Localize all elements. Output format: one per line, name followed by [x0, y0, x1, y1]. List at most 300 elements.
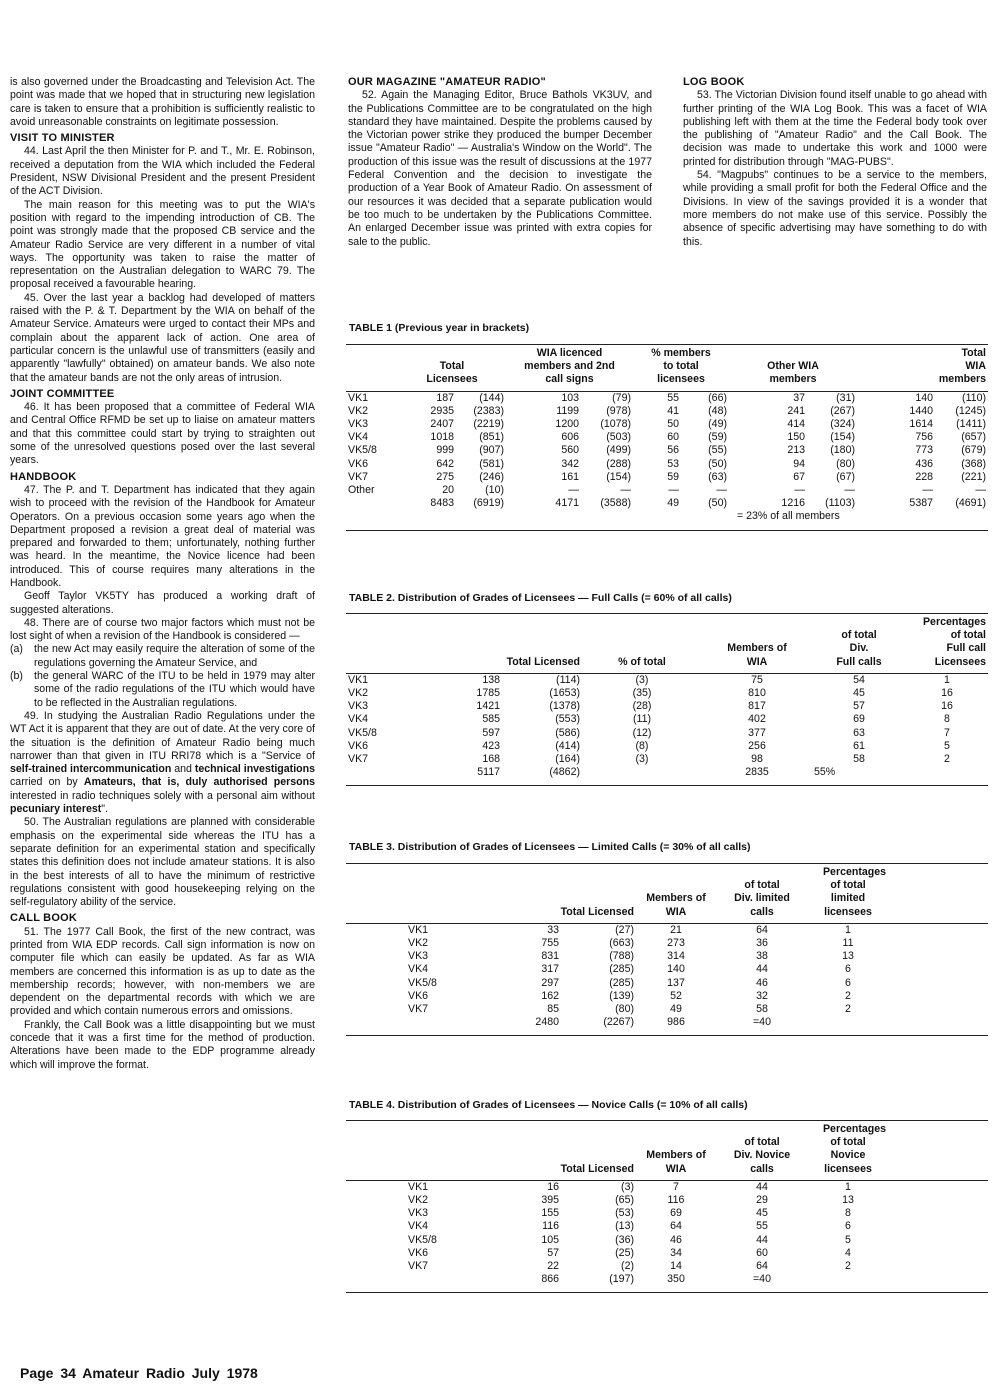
table-cell: 1200: [555, 418, 579, 431]
table-cell: 56: [667, 444, 679, 457]
header-cell: [812, 629, 906, 673]
group-header: Percentages: [922, 616, 986, 628]
table-cell: 585: [482, 713, 500, 726]
table-cell: 155: [541, 1207, 559, 1220]
table-cell: 36: [756, 937, 768, 950]
table-note-row: [346, 510, 988, 523]
column-1: [10, 76, 315, 1072]
column-header: Members of WIA: [727, 642, 787, 668]
table-cell: (4691): [955, 497, 986, 510]
header-cell: [808, 1136, 888, 1180]
table-cell: (63): [708, 470, 727, 483]
table-cell: 29: [756, 1194, 768, 1207]
table-cell: [888, 990, 988, 1003]
table-cell: 38: [756, 950, 768, 963]
table-cell: 54: [853, 673, 865, 686]
table-cell: —: [716, 484, 727, 497]
table-cell: (788): [609, 950, 634, 963]
table-cell: —: [620, 484, 631, 497]
table-bottom-rule: [346, 1035, 988, 1036]
table-row: [346, 937, 988, 950]
header-cell: [808, 879, 888, 923]
table-cell: (1103): [825, 497, 855, 510]
table-cell: 2: [845, 1003, 851, 1016]
page-footer: Page 34 Amateur Radio July 1978: [20, 1365, 258, 1381]
table-cell: 402: [748, 713, 766, 726]
table-cell: 5117: [477, 766, 500, 779]
table-cell: VK4: [408, 1220, 429, 1233]
paragraph: 51. The 1977 Call Book, the first of the new contract, was printed from WIA EDP records. Call sign information is now on computer file which can easily be updated. As far as WIA members are concerned this information is as up to date as the membership records; however, with non-members we are dependent on the departmental records with which we are provided and which contain numerous errors and omissions.: [10, 925, 315, 1018]
header-cell: [506, 345, 633, 392]
table-cell: (288): [606, 457, 631, 470]
table-row: [346, 990, 988, 1003]
paragraph: Frankly, the Call Book was a little disappointing but we must concede that it was a first time for the method of production. Alterations have been made to the EDP programme already which will improve the format.: [10, 1018, 315, 1071]
table-cell: VK4: [348, 713, 369, 726]
table-cell: 116: [667, 1194, 685, 1207]
table-cell: 16: [941, 687, 953, 700]
list-item: [10, 670, 315, 710]
column-header: % members to total licensees: [651, 347, 711, 386]
column-header: of total limited licensees: [824, 879, 872, 918]
table-row: [346, 753, 988, 766]
table-cell: 436: [915, 457, 933, 470]
table-cell: 94: [793, 457, 805, 470]
group-header: Percentages: [822, 1123, 886, 1135]
table-cell: 58: [853, 753, 865, 766]
table-cell: 1785: [476, 687, 500, 700]
table-cell: 423: [482, 739, 500, 752]
table-row: [346, 1180, 988, 1194]
table-cell: 606: [561, 431, 579, 444]
table-cell: VK6: [408, 989, 429, 1002]
table-cell: 20: [442, 484, 454, 497]
table-row: [346, 1234, 988, 1247]
table-cell: [888, 963, 988, 976]
table-cell: (10): [485, 484, 504, 497]
column-2: [348, 76, 652, 249]
table-cell: 317: [541, 963, 559, 976]
list-item: [10, 643, 315, 670]
table-cell: 8: [845, 1207, 851, 1220]
table-cell: 34: [670, 1246, 682, 1259]
table-cell: 1: [944, 673, 950, 686]
table-row: [346, 1247, 988, 1260]
table-cell: [582, 766, 702, 779]
paragraph: Geoff Taylor VK5TY has produced a working draft of suggested alterations.: [10, 590, 315, 616]
table-cell: 49: [667, 497, 679, 510]
table-cell: VK6: [348, 739, 369, 752]
text: ".: [101, 803, 108, 816]
table-cell: (978): [606, 404, 631, 417]
header-cell: [716, 879, 808, 923]
header-cell: [346, 629, 402, 673]
table-cell: (246): [479, 470, 504, 483]
header-cell: [346, 614, 812, 630]
table-cell: 116: [542, 1220, 559, 1233]
table-cell: (49): [708, 418, 727, 431]
table-cell: (581): [479, 457, 504, 470]
group-header: Percentages: [822, 866, 886, 878]
section-heading: JOINT COMMITTEE: [10, 387, 115, 400]
table-cell: 60: [667, 431, 679, 444]
column-header: of total Div. limited calls: [734, 879, 790, 918]
table-cell: 7: [944, 726, 950, 739]
header-cell: [582, 629, 702, 673]
table-cell: (55): [708, 444, 727, 457]
bold-text: pecuniary interest: [10, 803, 102, 816]
table-cell: 64: [756, 923, 768, 936]
table-cell: 140: [667, 963, 685, 976]
table-cell: [888, 1234, 988, 1247]
table-cell: 105: [541, 1233, 559, 1246]
header-cell: [716, 1136, 808, 1180]
table-cell: 2: [845, 989, 851, 1002]
table-bottom-rule: [346, 1292, 988, 1293]
table-cell: 64: [670, 1220, 682, 1233]
table-3: [346, 863, 988, 1029]
table-cell: (285): [609, 976, 634, 989]
table-cell: [888, 950, 988, 963]
table-cell: [346, 510, 729, 523]
table-cell: VK4: [348, 431, 369, 444]
table-cell: (267): [830, 404, 855, 417]
table-cell: 6: [845, 976, 851, 989]
table-cell: (1078): [600, 418, 631, 431]
table-cell: 1440: [909, 404, 933, 417]
table-1: [346, 344, 988, 524]
table-cell: [346, 497, 398, 510]
table-row: [346, 431, 988, 444]
table-cell: (6919): [473, 497, 504, 510]
table-row: [346, 1207, 988, 1220]
table-cell: 69: [670, 1207, 682, 1220]
column-header: Total Licensed: [560, 905, 634, 918]
table-cell: VK3: [408, 950, 429, 963]
table-cell: [888, 1180, 988, 1194]
header-cell: [716, 864, 888, 880]
table-cell: (1245): [955, 404, 986, 417]
bold-text: technical investigations: [194, 763, 315, 776]
section-heading: OUR MAGAZINE "AMATEUR RADIO": [348, 76, 546, 88]
table-cell: [346, 1016, 451, 1029]
header-cell: [888, 879, 988, 923]
header-cell: [636, 1136, 716, 1180]
table-row: [346, 1194, 988, 1207]
section-heading: VISIT TO MINISTER: [10, 132, 115, 145]
table-cell: 2935: [430, 404, 454, 417]
table-cell: 16: [941, 700, 953, 713]
table-cell: 61: [853, 739, 865, 752]
table-cell: VK7: [408, 1260, 429, 1273]
table-cell: 57: [547, 1246, 559, 1259]
table-cell: (12): [632, 726, 652, 739]
table-row: [346, 673, 988, 687]
table-cell: 37: [793, 391, 805, 404]
column-header: Total Licensees: [426, 360, 478, 386]
table-cell: 41: [667, 404, 679, 417]
table-cell: 2835: [745, 766, 769, 779]
paragraph: 54. "Magpubs" continues to be a service to the members, while providing a small profit for both the Federal Office and the Divisions. In view of the savings provided it is a wonder that more members do not make use of this service. Possibly the absence of specific advertising may have something to do with this.: [683, 169, 987, 248]
table-row: [346, 1220, 988, 1233]
table-cell: (79): [612, 391, 631, 404]
table-cell: 999: [436, 444, 454, 457]
table-cell: —: [975, 484, 986, 497]
table-cell: 52: [670, 989, 682, 1002]
table-cell: VK3: [408, 1207, 429, 1220]
table-cell: 642: [436, 457, 454, 470]
table-cell: 49: [670, 1003, 682, 1016]
table-cell: 44: [756, 1233, 768, 1246]
header-cell: [729, 345, 857, 392]
table-cell: 44: [756, 1180, 768, 1193]
table-cell: VK5/8: [348, 726, 377, 739]
table-cell: 161: [561, 470, 579, 483]
table-cell: 256: [748, 739, 766, 752]
table-cell: (679): [961, 444, 986, 457]
table-cell: 187: [436, 391, 454, 404]
table-row: [346, 471, 988, 484]
table-cell: (80): [836, 457, 855, 470]
table-row: [346, 418, 988, 431]
table-cell: 57: [853, 700, 865, 713]
table-cell: (53): [615, 1207, 634, 1220]
table-cell: (657): [961, 431, 986, 444]
header-cell: [636, 879, 716, 923]
column-header: of total Div. Full calls: [836, 629, 882, 668]
header-cell: [888, 1121, 988, 1137]
bold-text: self-trained intercommunication: [10, 763, 172, 776]
table-cell: 5: [845, 1233, 851, 1246]
table-row: [346, 713, 988, 726]
table-cell: 342: [561, 457, 579, 470]
table-cell: VK2: [408, 1194, 429, 1207]
table-cell: (586): [555, 726, 580, 739]
table-cell: 103: [561, 391, 579, 404]
table-cell: (154): [606, 470, 631, 483]
header-cell: [906, 629, 988, 673]
table-cell: [888, 1194, 988, 1207]
column-header: Total WIA members: [938, 347, 986, 386]
table-cell: 8: [944, 713, 950, 726]
table-cell: 275: [436, 470, 454, 483]
table-cell: 63: [853, 726, 865, 739]
column-header: Total Licensed: [506, 655, 580, 668]
table-cell: VK7: [348, 753, 369, 766]
column-header: of total Full call Licensees: [934, 629, 986, 668]
table-row: [346, 963, 988, 976]
table-cell: 45: [756, 1207, 768, 1220]
header-cell: [346, 1136, 451, 1180]
table-cell: 1614: [909, 418, 933, 431]
table-cell: VK2: [408, 937, 429, 950]
list-text: the general WARC of the ITU to be held in 1979 may alter some of the radio regulations of the ITU which would have to be reflected in the Australian regulations.: [34, 670, 315, 709]
table-cell: 55: [756, 1220, 768, 1233]
table-total-row: [346, 1273, 988, 1286]
table-cell: 150: [787, 431, 805, 444]
table-bottom-rule: [346, 785, 988, 786]
table-cell: 213: [787, 444, 805, 457]
table-cell: [888, 1016, 988, 1029]
table-cell: VK3: [348, 418, 369, 431]
header-cell: [346, 1121, 716, 1137]
table-cell: (1411): [956, 418, 986, 431]
paragraph: [10, 710, 315, 816]
table-cell: 138: [482, 673, 500, 686]
table-cell: =40: [753, 1273, 771, 1286]
table-cell: (197): [609, 1273, 634, 1286]
table-cell: (180): [830, 444, 855, 457]
column-header: % of total: [618, 655, 666, 668]
table-cell: 228: [915, 470, 933, 483]
table-cell: (66): [708, 391, 727, 404]
table-cell: (50): [708, 457, 727, 470]
table-4: [346, 1120, 988, 1286]
table-cell: 1199: [556, 404, 579, 417]
table-cell: [888, 1260, 988, 1273]
table-cell: (35): [632, 687, 652, 700]
paragraph: 47. The P. and T. Department has indicated that they again wish to proceed with the revision of the Handbook for Amateur Operators. On a previous occasion some years ago when the Department proposed a revision a great deal of material was prepared and forwarded to them; unfortunately, nothing further was heard. In the meantime, the Novice licence had been introduced. This of course requires many alterations in the Handbook.: [10, 483, 315, 589]
table-row: [346, 700, 988, 713]
table-cell: 44: [756, 963, 768, 976]
paragraph: 45. Over the last year a backlog had developed of matters raised with the P. & T. Department by the WIA on behalf of the Amateur Service. Amateurs were urged to contact their MPs and complain about the apparent lack of action. One area of particular concern is the unlawful use of transmitters (easily and apparently "lawfully" obtained) on amateur bands. We also note that the amateur bands are not the only areas of intrusion.: [10, 291, 315, 384]
table-cell: [888, 1003, 988, 1016]
table-cell: 98: [751, 753, 763, 766]
table-bottom-rule: [346, 530, 988, 531]
section-heading: HANDBOOK: [10, 470, 77, 483]
column-header: Total Licensed: [560, 1162, 634, 1175]
table-cell: VK2: [348, 687, 369, 700]
table-cell: 32: [756, 989, 768, 1002]
table-cell: Other: [348, 484, 375, 497]
table-cell: 297: [541, 976, 559, 989]
table-cell: (851): [479, 431, 504, 444]
table-cell: [888, 977, 988, 990]
table-cell: VK1: [408, 923, 429, 936]
section-heading: LOG BOOK: [683, 76, 745, 88]
table-cell: [888, 1247, 988, 1260]
table-row: [346, 405, 988, 418]
header-cell: [346, 879, 451, 923]
table-cell: 986: [667, 1016, 685, 1029]
table-cell: 377: [748, 726, 766, 739]
column-header: of total Novice licensees: [824, 1136, 872, 1175]
text: interested in radio techniques solely with a personal aim without: [10, 789, 315, 802]
table-cell: (2383): [473, 404, 504, 417]
paragraph: 53. The Victorian Division found itself unable to go ahead with further printing of the WIA Log Book. This was a facet of WIA publishing left with them at the time the Federal body took over the publishing of "Amateur Radio" and the Call Book. The decision was made to undertake this work and 1000 were printed for distribution through "MAG-PUBS".: [683, 89, 987, 168]
table-cell: (907): [479, 444, 504, 457]
bold-text: Amateurs, that is, duly authorised persons: [83, 776, 315, 789]
table-cell: —: [794, 484, 805, 497]
table-cell: (324): [830, 418, 855, 431]
table-cell: 831: [541, 950, 559, 963]
table-cell: VK6: [408, 1246, 429, 1259]
table-cell: 53: [667, 457, 679, 470]
table-cell: VK5/8: [408, 976, 437, 989]
table-row: [346, 950, 988, 963]
table-cell: VK1: [348, 391, 369, 404]
table-row: [346, 740, 988, 753]
table-cell: 58: [756, 1003, 768, 1016]
table-cell: 1018: [430, 431, 454, 444]
table-cell: 1421: [476, 700, 500, 713]
table-total-row: [346, 766, 988, 779]
table-cell: (3): [635, 673, 649, 686]
table-cell: —: [922, 484, 933, 497]
table-cell: VK7: [348, 470, 369, 483]
table-cell: 1: [845, 1180, 851, 1193]
table-cell: 6: [845, 963, 851, 976]
paragraph: 52. Again the Managing Editor, Bruce Bathols VK3UV, and the Publications Committee are to be congratulated on the high standard they have maintained. Despite the problems caused by the Victorian power strike they produced the bumper December issue "Amateur Radio" — Australia's Window on the World". The production of this issue was the result of discussions at the 1977 Federal Convention and the decision to investigate the production of a Year Book of Amateur Radio. On assessment of our resources it was decided that a separate publication would be too much to be undertaken by the Publications Committee. An enlarged December issue was printed with extra copies for sale to the public.: [348, 89, 652, 248]
table-cell: 273: [667, 937, 685, 950]
table-cell: (114): [556, 673, 580, 686]
table-cell: 140: [915, 391, 933, 404]
table-cell: 11: [842, 937, 854, 950]
table-row: [346, 977, 988, 990]
table-cell: (25): [615, 1246, 634, 1259]
table-cell: (27): [615, 923, 634, 936]
table-cell: 6: [845, 1220, 851, 1233]
header-cell: [888, 1136, 988, 1180]
text: and: [171, 763, 195, 776]
table-cell: 395: [541, 1194, 559, 1207]
table-cell: (154): [830, 431, 855, 444]
table-cell: VK2: [348, 404, 369, 417]
header-cell: [451, 879, 636, 923]
table-row: [346, 458, 988, 471]
column-header: Other WIA members: [767, 360, 819, 386]
table-cell: (139): [609, 989, 634, 1002]
table-cell: 13: [842, 950, 854, 963]
section-heading: CALL BOOK: [10, 912, 77, 925]
table-cell: (28): [632, 700, 652, 713]
header-cell: [716, 1121, 888, 1137]
table-cell: (59): [708, 431, 727, 444]
table-cell: (11): [632, 713, 652, 726]
table-cell: [888, 1220, 988, 1233]
table-note: = 23% of all members: [737, 510, 840, 523]
table-cell: 137: [667, 976, 685, 989]
table-cell: (285): [609, 963, 634, 976]
header-cell: [346, 864, 716, 880]
table-total-row: [346, 497, 988, 510]
table-cell: [808, 1273, 888, 1286]
table-cell: VK1: [348, 673, 369, 686]
table-cell: (67): [836, 470, 855, 483]
table-cell: VK7: [408, 1003, 429, 1016]
table-cell: 45: [853, 687, 865, 700]
header-cell: [633, 345, 729, 392]
table-cell: [808, 1016, 888, 1029]
table-cell: (499): [606, 444, 631, 457]
table-cell: 55: [667, 391, 679, 404]
header-cell: [451, 1136, 636, 1180]
column-header: Members of WIA: [646, 1149, 706, 1175]
table-row: [346, 444, 988, 457]
table-cell: VK6: [348, 457, 369, 470]
table-cell: 69: [853, 713, 865, 726]
table-cell: (3): [621, 1180, 634, 1193]
table-caption: TABLE 1 (Previous year in brackets): [349, 322, 530, 334]
table-cell: 168: [482, 753, 500, 766]
table-cell: (164): [555, 753, 580, 766]
table-row: [346, 727, 988, 740]
table-cell: 560: [561, 444, 579, 457]
table-cell: VK1: [408, 1180, 429, 1193]
column-header: of total Div. Novice calls: [733, 1136, 791, 1175]
table-cell: [346, 1273, 451, 1286]
table-cell: 7: [673, 1180, 679, 1193]
table-cell: 16: [547, 1180, 559, 1193]
